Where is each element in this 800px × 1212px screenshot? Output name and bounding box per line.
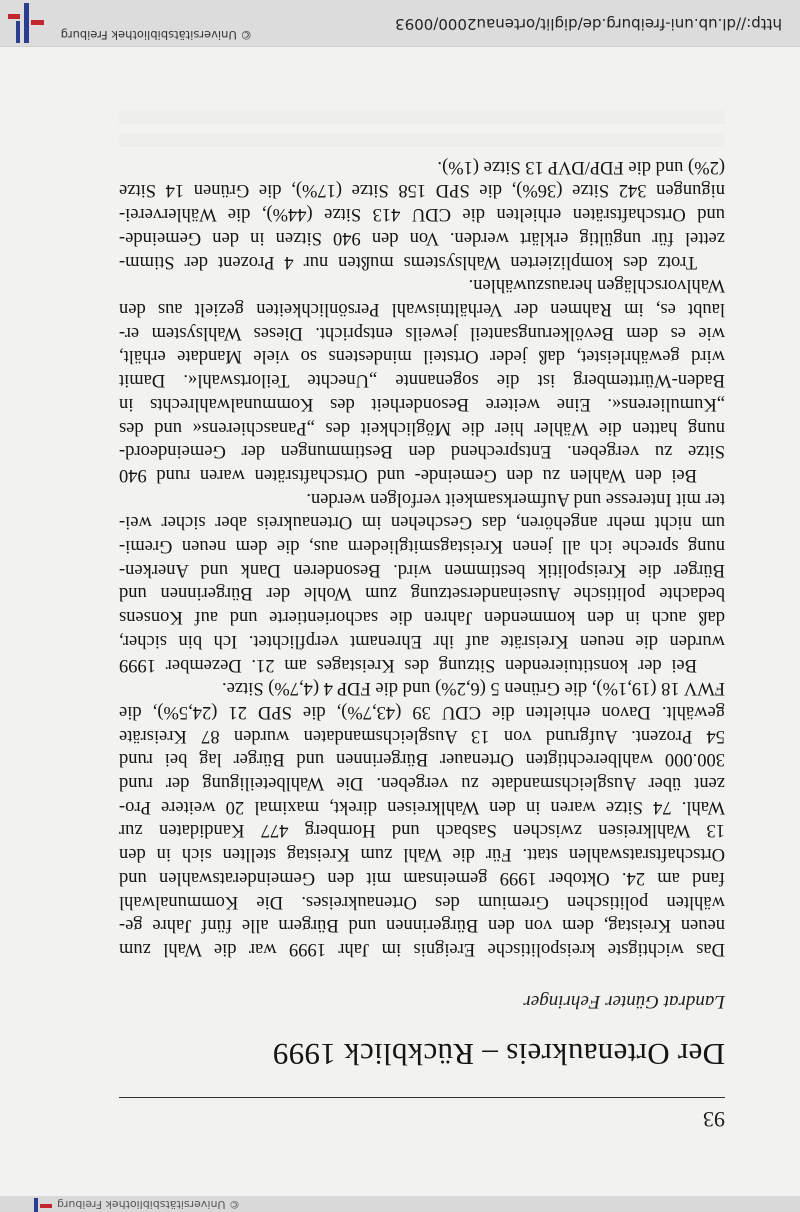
bleed-through-text bbox=[119, 133, 725, 147]
text-line: Bei der konstituierenden Sitzung des Kreistages am 21. Dezember 1999 bbox=[119, 654, 697, 675]
text-line: nung hatten die Wähler hier die Möglichkeit des „Panaschierens« und des bbox=[119, 417, 725, 438]
text-line: ter mit Interesse und Aufmerksamkeit verfolgen werden. bbox=[306, 488, 725, 509]
text-line: neuen Kreistag, dem von den Bürgerinnen und Bürgern alle fünf Jahre ge- bbox=[119, 915, 725, 936]
text-line: Bürger die Kreispolitik bestimmen wird. Besonderen Dank und Anerken- bbox=[119, 559, 725, 580]
text-line: Wahlvorschlägen herauszuwählen. bbox=[468, 275, 725, 296]
text-line: Ortschaftsratswahlen statt. Für die Wahl zum Kreistag stellten sich in den bbox=[119, 844, 725, 865]
viewer-url-bar bbox=[0, 0, 800, 47]
text-line: fand am 24. Oktober 1999 gemeinsam mit den Gemeinderatswahlen und bbox=[119, 867, 725, 888]
text-line: nung spreche ich all jenen Kreistagsmitgliedern aus, die dem neuen Gremi- bbox=[119, 536, 725, 557]
viewer-top-strip bbox=[0, 1196, 800, 1212]
text-line: wählten politischen Gremium des Ortenaukreises. Die Kommunalwahl bbox=[119, 891, 725, 912]
page-number: 93 bbox=[703, 1107, 725, 1132]
text-line: gewählt. Davon erhielten die CDU 39 (43,7%), die SPD 21 (24,5%), die bbox=[119, 701, 725, 722]
author-line: Landrat Günter Fehringer bbox=[523, 991, 725, 1012]
text-line: wie es dem Bevölkerungsanteil jeweils entspricht. Dieses Wahlsystem er- bbox=[119, 322, 725, 343]
header-rule bbox=[119, 1097, 725, 1098]
text-line: zettel für ungültig erklärt werden. Von den 940 Sitzen in den Gemeinde- bbox=[119, 227, 725, 248]
text-line: daß auch in den kommenden Jahren die sachorientierte und auf Konsens bbox=[119, 607, 725, 628]
text-line: laubt es, im Rahmen der Verhältniswahl Persönlichkeiten gezielt aus den bbox=[119, 299, 725, 320]
text-line: wurden die neuen Kreisräte auf ihr Ehrenamt verpflichtet. Ich bin sicher, bbox=[119, 630, 725, 651]
library-credit: © Universitätsbibliothek Freiburg bbox=[60, 28, 252, 42]
text-line: zent über Ausgleichsmandate zu vergeben. Die Wahlbeteiligung der rund bbox=[119, 773, 725, 794]
page-url[interactable]: http://dl.ub.uni-freiburg.de/diglit/ortenau2000/0093 bbox=[395, 15, 782, 33]
text-line: Baden-Württemberg ist die sogenannte „Unechte Teilortswahl«. Damit bbox=[119, 370, 725, 391]
text-line: Sitze zu vergeben. Entsprechend den Bestimmungen der Gemeindeord- bbox=[119, 441, 725, 462]
text-line: nigungen 342 Sitze (36%), die SPD 158 Sitze (17%), die Grünen 14 Sitze bbox=[119, 180, 725, 201]
text-line: (2%) und die FDP/DVP 13 Sitze (1%). bbox=[437, 156, 725, 177]
library-credit-top: © Universitätsbibliothek Freiburg bbox=[57, 1198, 240, 1211]
text-line: Das wichtigste kreispolitische Ereignis im Jahr 1999 war die Wahl zum bbox=[119, 939, 725, 959]
text-line: und Ortschaftsräten erhielten die CDU 413 Sitze (44%), die Wählerverei- bbox=[119, 204, 725, 225]
bleed-through-text bbox=[119, 110, 725, 124]
text-line: 13 Wahlkreisen zwischen Sasbach und Hornberg 477 Kandidaten zur bbox=[119, 820, 725, 841]
library-logo-icon bbox=[8, 3, 44, 43]
library-logo-icon-top bbox=[16, 1198, 52, 1212]
text-line: „Kumulierens«. Eine weitere Besonderheit des Kommunalwahlrechts in bbox=[119, 393, 725, 414]
text-line: wird gewährleistet, daß jeder Ortsteil mindestens so viele Mandate erhält, bbox=[119, 346, 725, 367]
text-line: FWV 18 (19,1%), die Grünen 5 (6,2%) und die FDP 4 (4,7%) Sitze. bbox=[221, 678, 725, 699]
text-line: Bei den Wahlen zu den Gemeinde- und Ortschaftsräten waren rund 940 bbox=[119, 464, 697, 485]
text-line: 54 Prozent. Aufgrund von 13 Ausgleichsmandaten wurden 87 Kreisräte bbox=[119, 725, 725, 746]
page-title: Der Ortenaukreis – Rückblick 1999 bbox=[272, 1037, 725, 1072]
text-line: Wahl. 74 Sitze waren in den Wahlkreisen direkt, maximal 20 weitere Pro- bbox=[119, 796, 725, 817]
text-line: Trotz des komplizierten Wahlsystems mußten nur 4 Prozent der Stimm- bbox=[119, 251, 697, 272]
text-line: 300.000 wahlberechtigten Ortenauer Bürgerinnen und Bürger lag bei rund bbox=[119, 749, 725, 770]
text-line: um nicht mehr angehören, das Geschehen im Ortenaukreis aber sicher wei- bbox=[119, 512, 725, 533]
text-line: bedachte politische Auseinandersetzung zum Wohle der Bürgerinnen und bbox=[119, 583, 725, 604]
body-text bbox=[119, 154, 725, 960]
